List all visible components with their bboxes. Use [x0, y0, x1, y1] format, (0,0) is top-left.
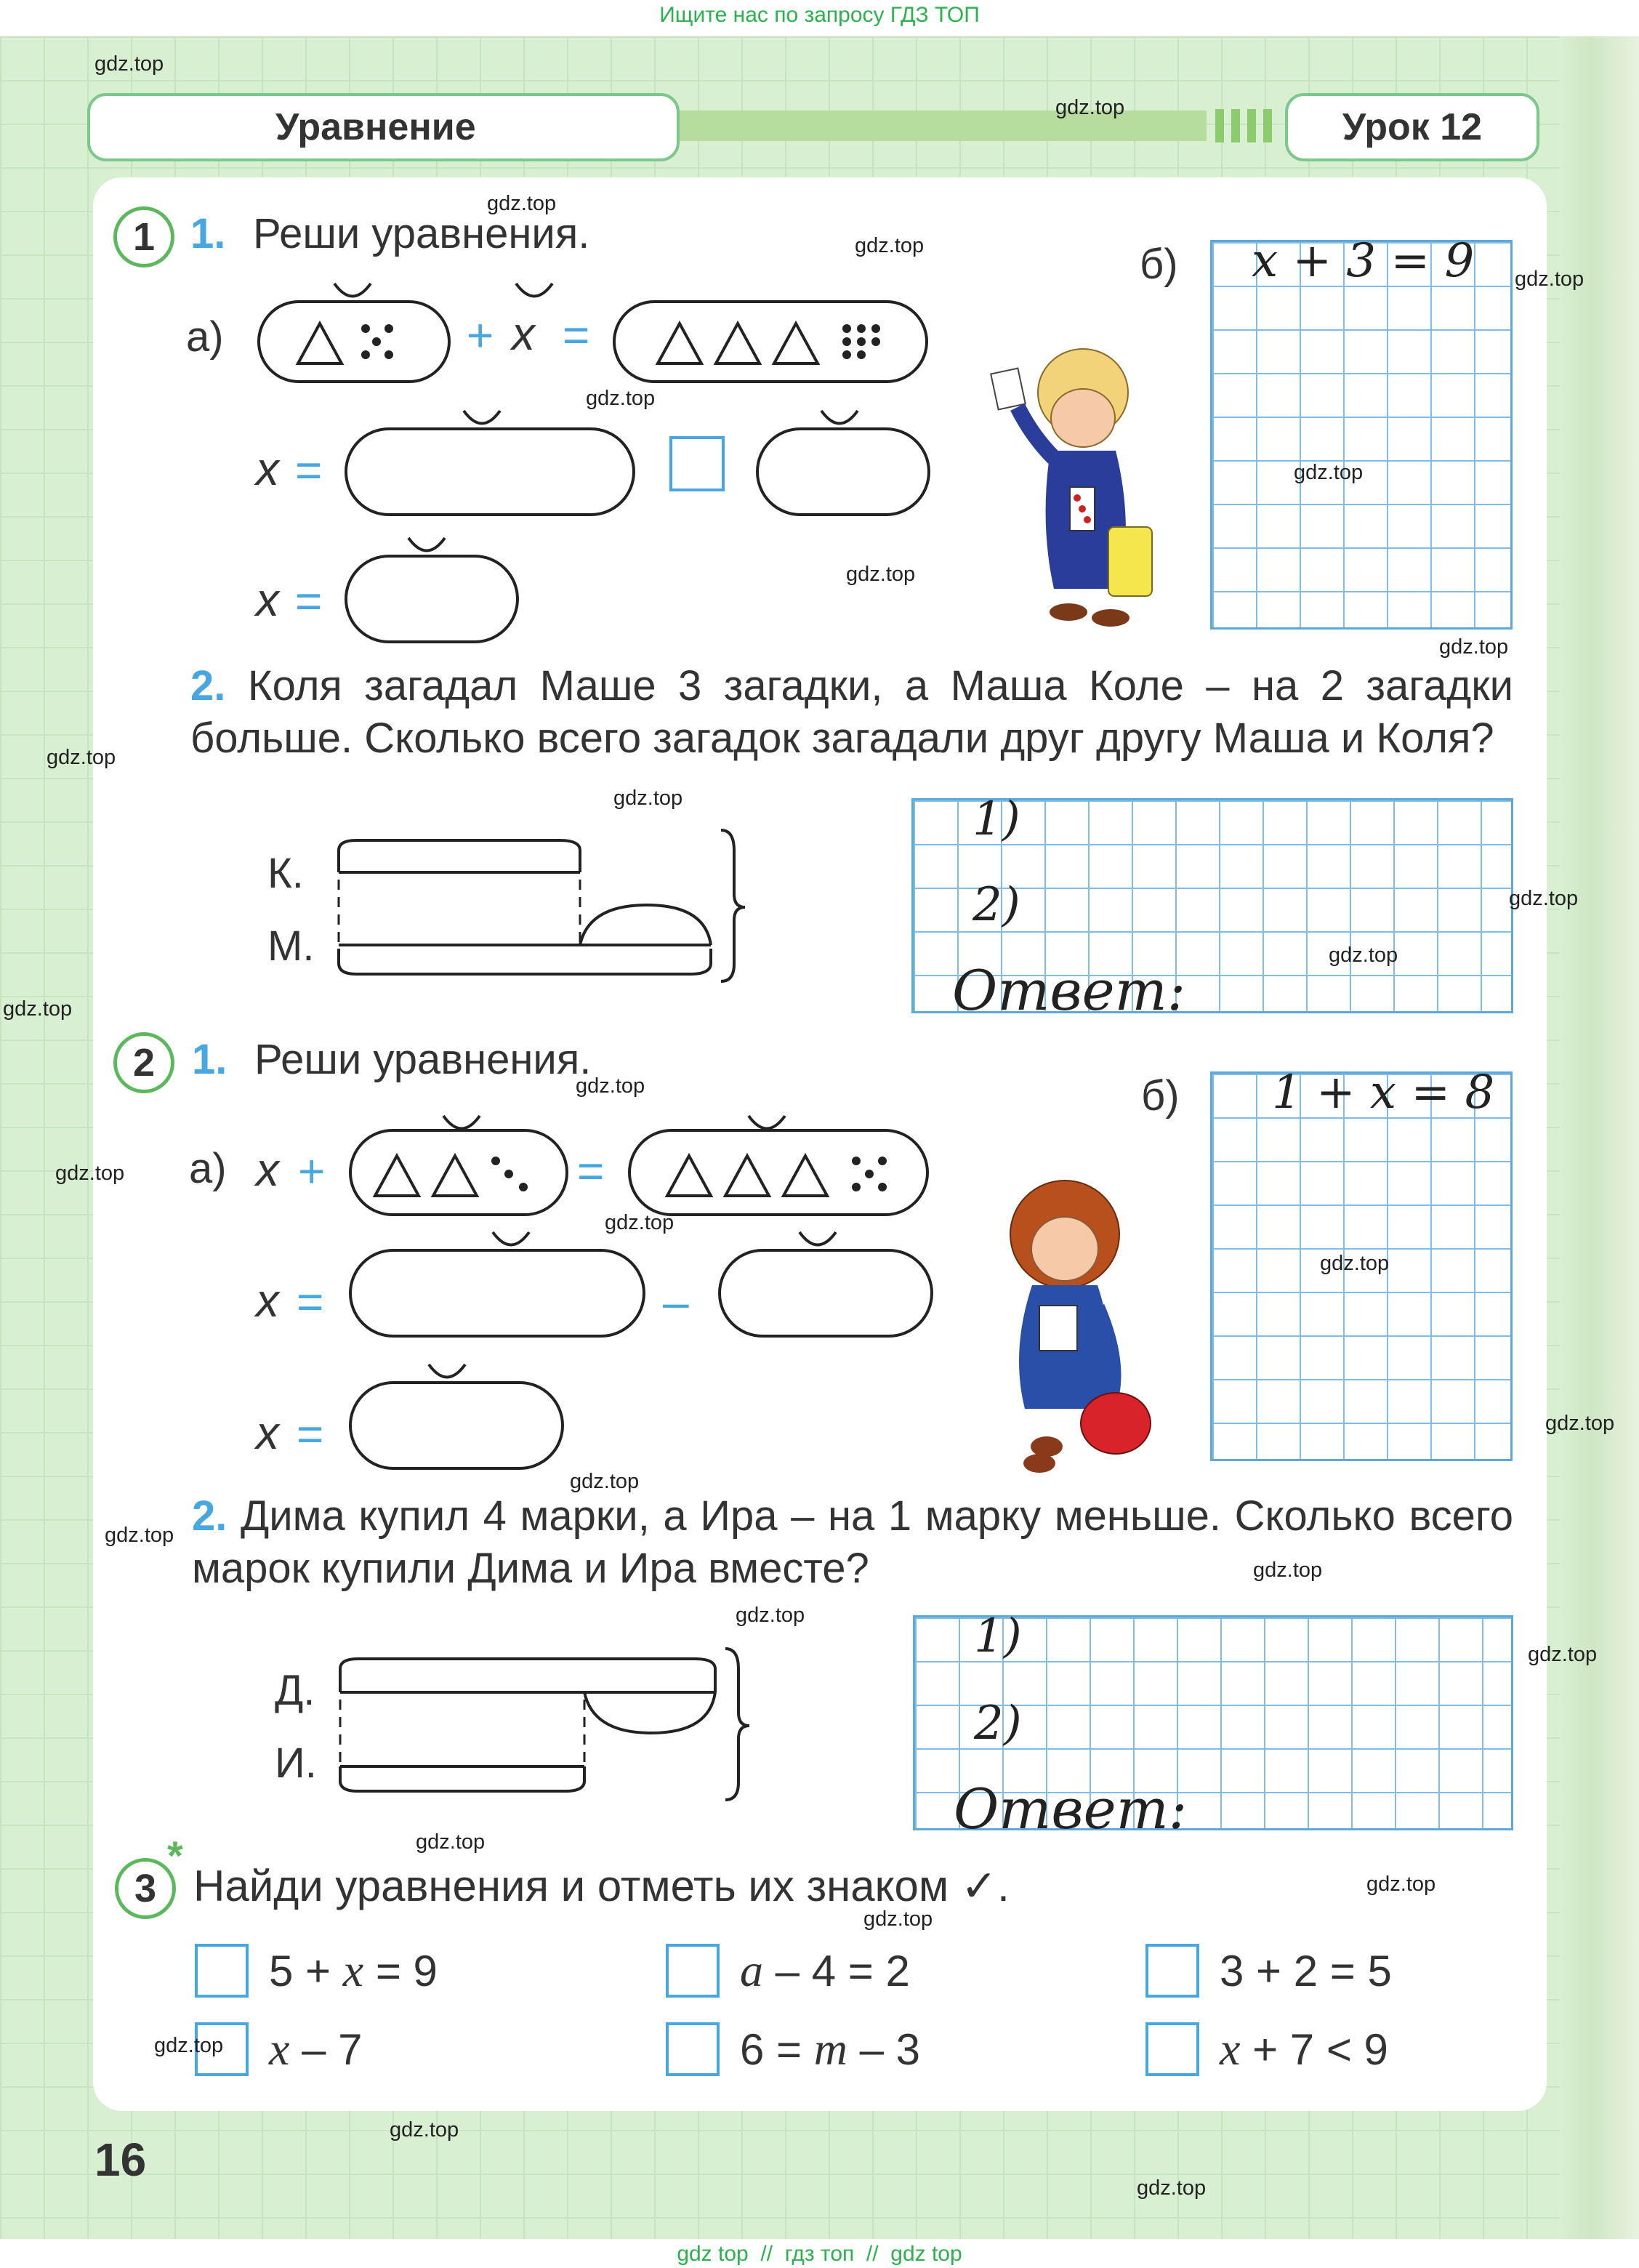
oval-left: [350, 1130, 567, 1215]
header-bar: [676, 110, 1207, 141]
label-masha: М.: [267, 922, 315, 970]
expression-1: 5 + x = 9: [269, 1945, 438, 1996]
segment-diagram-2: [331, 1638, 768, 1806]
equation-2a-diagram: [342, 1101, 945, 1479]
section-3-badge: 3: [115, 1858, 176, 1919]
group-arc: [334, 284, 371, 297]
watermark: gdz.top: [3, 997, 73, 1021]
watermark: gdz.top: [1329, 944, 1398, 967]
top-banner[interactable]: Ищите нас по запросу ГДЗ ТОП: [659, 3, 980, 27]
label-dima: Д.: [275, 1667, 315, 1714]
variable-x: x: [256, 574, 279, 626]
label-kolya: К.: [267, 850, 304, 897]
watermark: gdz.top: [613, 787, 683, 810]
watermark: gdz.top: [487, 192, 557, 215]
expression-3: 3 + 2 = 5: [1220, 1947, 1392, 1995]
equals-sign: =: [297, 1408, 324, 1460]
task-1-number: 1.: [190, 210, 226, 257]
part-a-label: а): [189, 1145, 227, 1192]
part-b-label: б): [1140, 241, 1178, 288]
segment-diagram-1: [327, 821, 763, 989]
equals-sign: =: [295, 444, 323, 496]
watermark: gdz.top: [154, 2034, 224, 2057]
watermark: gdz.top: [1320, 1252, 1390, 1275]
watermark: gdz.top: [55, 1162, 125, 1185]
watermark: gdz.top: [1439, 635, 1509, 659]
topic-title: Уравнение: [87, 93, 680, 161]
watermark: gdz.top: [1137, 2176, 1207, 2200]
watermark: gdz.top: [736, 1604, 805, 1627]
answer-oval[interactable]: [350, 1250, 644, 1336]
part-a-label: а): [186, 313, 224, 361]
watermark: gdz.top: [1515, 268, 1584, 291]
watermark: gdz.top: [1366, 1873, 1436, 1896]
section-2-badge: 2: [113, 1032, 174, 1093]
lesson-title: Урок 12: [1285, 93, 1539, 161]
page-number: 16: [94, 2134, 147, 2186]
solution-step-1: 1): [972, 792, 1020, 846]
answer-oval[interactable]: [350, 1383, 563, 1468]
header-stripes: [1215, 109, 1273, 142]
watermark: gdz.top: [1253, 1559, 1323, 1582]
star-mark: *: [167, 1833, 183, 1878]
answer-label: Ответ:: [952, 958, 1186, 1023]
equation-b: 1 + x = 8: [1272, 1066, 1495, 1119]
label-ira: И.: [275, 1740, 317, 1787]
answer-label: Ответ:: [954, 1777, 1188, 1841]
watermark: gdz.top: [1509, 887, 1579, 910]
expression-5: 6 = m – 3: [740, 2023, 921, 2075]
equals-sign: =: [297, 1276, 324, 1328]
part-b-label: б): [1141, 1072, 1180, 1119]
plus-sign: +: [298, 1145, 326, 1197]
answer-oval[interactable]: [720, 1250, 932, 1336]
task-1-title: Реши уравнения.: [253, 210, 590, 257]
section-1-badge: 1: [113, 206, 174, 268]
checkbox-eq-6[interactable]: [1145, 2022, 1199, 2076]
task-1-title: Реши уравнения.: [254, 1036, 592, 1083]
watermark: gdz.top: [1528, 1643, 1598, 1666]
watermark: gdz.top: [586, 387, 656, 410]
task-2-problem: Дима купил 4 марки, а Ира – на 1 марку меньше. Сколько всего марок купили Дима и Ира вместе?: [192, 1492, 1513, 1592]
group-arc: [516, 284, 552, 297]
solution-step-2: 2): [972, 878, 1020, 932]
oval-right: [629, 1130, 927, 1215]
checkbox-eq-3[interactable]: [1145, 1944, 1199, 1998]
checkbox-eq-5[interactable]: [666, 2022, 720, 2076]
boy-illustration: [988, 342, 1170, 632]
task-2-number: 2.: [190, 662, 226, 709]
task-2-text: [190, 660, 1513, 765]
watermark: gdz.top: [416, 1830, 486, 1854]
variable-x: x: [512, 307, 535, 360]
expression-2: a – 4 = 2: [740, 1945, 910, 1996]
answer-grid-1b[interactable]: [1210, 240, 1513, 630]
answer-oval[interactable]: [757, 429, 929, 515]
equation-b: x + 3 = 9: [1252, 234, 1475, 288]
variable-x: x: [256, 1407, 279, 1459]
watermark: gdz.top: [390, 2118, 459, 2142]
watermark: gdz.top: [105, 1524, 174, 1547]
variable-x: x: [256, 1274, 279, 1327]
answer-oval[interactable]: [346, 556, 518, 642]
watermark: gdz.top: [1294, 461, 1364, 484]
equation-a-diagram: [247, 269, 945, 647]
watermark: gdz.top: [863, 1907, 933, 1931]
page-edge: [1559, 36, 1639, 2239]
watermark: gdz.top: [846, 563, 916, 586]
oval-left: [259, 302, 449, 382]
watermark: gdz.top: [855, 234, 925, 257]
checkbox-eq-2[interactable]: [666, 1944, 720, 1998]
watermark: gdz.top: [605, 1211, 674, 1234]
task-3-title: Найди уравнения и отметь их знаком ✓.: [193, 1862, 1010, 1910]
girl-illustration: [996, 1176, 1156, 1474]
task-2-number: 2.: [192, 1492, 227, 1540]
bottom-banner[interactable]: gdz top // гдз топ // gdz top: [677, 2242, 962, 2266]
task-1-number: 1.: [192, 1036, 227, 1083]
plus-sign: +: [467, 309, 494, 361]
answer-oval[interactable]: [346, 429, 634, 515]
watermark: gdz.top: [1055, 96, 1125, 119]
watermark: gdz.top: [94, 52, 164, 76]
task-2-problem: Коля загадал Маше 3 загадки, а Маша Коле – на 2 загадки больше. Сколько всего загадок загадали друг другу Маша и Коля?: [190, 662, 1513, 762]
variable-x: x: [256, 443, 279, 495]
minus-sign: –: [663, 1276, 689, 1328]
solution-step-1: 1): [974, 1609, 1022, 1663]
watermark: gdz.top: [1545, 1412, 1615, 1435]
operator-box[interactable]: [671, 438, 723, 490]
equals-sign: =: [295, 575, 323, 627]
variable-x: x: [256, 1143, 279, 1196]
watermark: gdz.top: [576, 1074, 645, 1098]
watermark: gdz.top: [47, 746, 116, 769]
solution-step-2: 2): [974, 1697, 1022, 1750]
equals-sign: =: [563, 309, 590, 361]
expression-6: x + 7 < 9: [1220, 2023, 1388, 2075]
equals-sign: =: [577, 1145, 605, 1197]
checkbox-eq-1[interactable]: [195, 1944, 249, 1998]
watermark: gdz.top: [570, 1470, 640, 1493]
expression-4: x – 7: [269, 2023, 363, 2075]
